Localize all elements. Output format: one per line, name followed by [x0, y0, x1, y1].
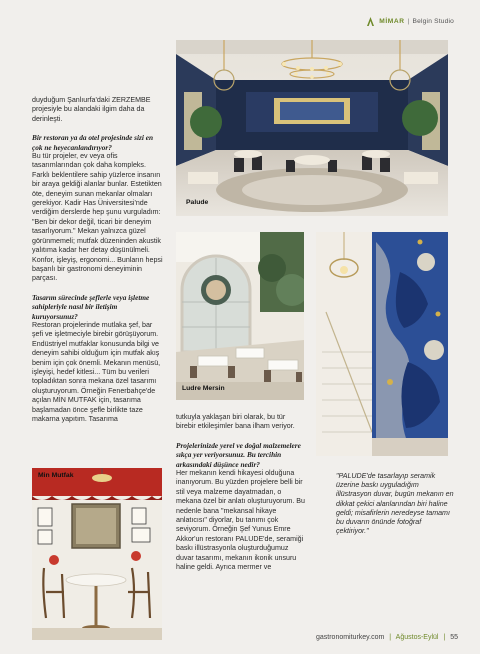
section-name: Belgin Studio	[412, 18, 454, 25]
question-heading: Projelerinizde yerel ve doğal malzemelere sıkça yer veriyorsunuz. Bu tercihin arkasındaki düşünce nedir?	[176, 440, 301, 469]
min-mutfak-photo	[32, 468, 162, 640]
photo-caption: Min Mutfak	[38, 472, 74, 479]
column-one	[32, 96, 164, 424]
palude-photo	[176, 40, 448, 216]
page-footer	[316, 634, 458, 641]
continuation-paragraph: tutkuyla yaklaşan biri olarak, bu tür birebir etkileşimler bana ilham veriyor.	[176, 413, 295, 431]
palude-mural-photo	[316, 232, 448, 456]
magazine-logo-icon	[366, 16, 375, 27]
answer-paragraph: Restoran projelerinde mutlaka şef, bar şefi ve işletmeciyle birebir görüşüyorum. Endüstriyel mutfaklar konusunda bilgi ve deneyim sahibi olduğum için mutfak akış benim için çok önemli. Mekanın menüsü, işleyişi, hedef kitlesi... Tüm bu verileri topladıktan sonra mekana özel tasarımı oluşturuyorum. Örneğin Fenerbahçe'de açılan MİN MUTFAK için, tasarıma başlamadan önce şefle birlikte taze makarna yapıtım. Tasarıma	[32, 320, 161, 423]
pull-quote: "PALUDE'de tasarlayıp seramik üzerine baskı uyguladığım illüstrasyon duvar, bugün mekanın en dikkat çekici alanlarından biri haline geldi; misafirlerin neredeyse tamamı bu duvarın önünde fotoğraf çektiriyor."	[336, 472, 454, 536]
question-heading: Bir restoran ya da otel projesinde sizi en çok ne heyecanlandırıyor?	[32, 133, 154, 152]
footer-separator: |	[389, 634, 392, 641]
column-two	[176, 413, 306, 573]
site-url[interactable]: gastronomiturkey.com	[315, 634, 385, 641]
answer-paragraph: Her mekanın kendi hikayesi olduğuna inanıyorum. Bu yüzden projelere belli bir stil veya malzeme dayatmadan, o mekana özel bir anlatı oluşturuyorum. Bu nedenle bana "mekansal hikaye anlatıcısı" diyorlar, bu tanımı çok seviyorum. Örneğin Şef Yunus Emre Akkor'un restoranı PALUDE'de, seramiği baskı illüstrasyonla oluşturduğumuz duvar tasarımı, mekanın ikonik unsuru haline geldi. Ayrıca mermer ve	[176, 469, 305, 572]
section-brand: MİMAR	[379, 18, 405, 25]
page-header	[366, 16, 454, 27]
page-number: 55	[450, 634, 458, 641]
issue-label: Ağustos-Eylül	[395, 634, 439, 641]
answer-paragraph: Bu tür projeler, ev veya ofis tasarımlarından çok daha kompleks. Farklı beklentilere sahip yüzlerce insanın bir araya geldiği alanlar bunlar. Estetikten öte, deneyim sunan mekanlar olmaları gerekiyor. Kadir Has Üniversitesi'nde verdiğim derslerde hep şunu vurguladım: "Ben bir dekor değil, ticari bir deneyim tasarlıyorum." Mekan yalnızca güzel görünmemeli; mutfak düzeninden akustik yalıtıma kadar her detay düşünülmeli. Konfor, işleyiş, ergonomi... Bunların hepsi başarılı bir gastronomi deneyiminin parçası.	[32, 152, 163, 283]
question-heading: Tasarım sürecinde şeflerle veya işletme sahipleriyle nasıl bir iletişim kuruyorsunuz?	[32, 292, 150, 321]
intro-paragraph: duyduğum Şanlıurfa'daki ZERZEMBE projesiyle bu alandaki ilgim daha da derinleşti.	[32, 96, 151, 123]
ludre-mersin-photo	[176, 232, 304, 400]
photo-caption: Palude	[186, 199, 209, 206]
photo-caption: Ludre Mersin	[182, 385, 225, 392]
header-separator: |	[407, 18, 410, 25]
footer-separator: |	[443, 634, 446, 641]
